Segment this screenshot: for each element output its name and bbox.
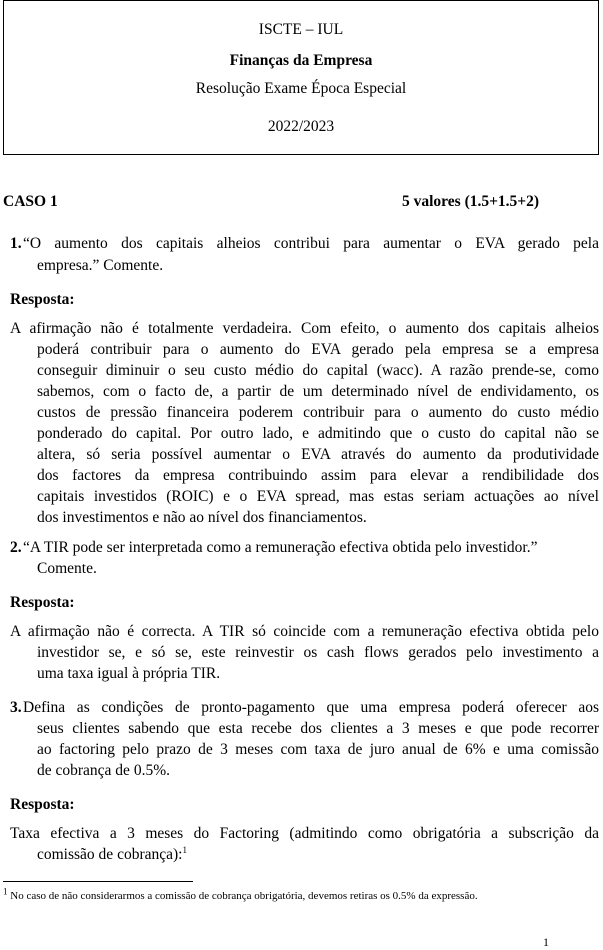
case-label: CASO 1 [3,193,58,210]
q3-line-3: ao factoring pelo prazo de 3 meses com taxa de juro anual de 6% e uma comissão [37,741,599,758]
q1-answer-line-8: dos factores da empresa contribuindo assim para elevar a rendibilidade dos [37,467,599,484]
q1-answer-label: Resposta: [10,291,75,308]
footnote-number: 1 [3,886,8,897]
q1-answer-line-4: sabemos, com o facto de, a partir de um determinado nível de endividamento, os [37,383,599,400]
institution-name: ISCTE – IUL [258,21,344,38]
q3-answer-line-2-text: comissão de cobrança): [37,846,183,863]
footnote-separator [3,881,193,882]
q2-number: 2. [10,539,22,556]
q2-answer-line-1: A afirmação não é correcta. A TIR só coincide com a remuneração efectiva obtida pelo [10,623,599,640]
q2-answer-line-2: investidor se, e só se, este reinvestir os cash flows gerados pelo investimento a [37,644,599,661]
q1-answer-line-9: capitais investidos (ROIC) e o EVA spread, mas estas seriam actuações ao nível [37,488,599,505]
q1-answer-line-10: dos investimentos e não ao nível dos financiamentos. [37,509,367,526]
q1-answer-line-2: poderá contribuir para o aumento do EVA gerado pela empresa se a empresa [37,341,599,358]
q3-number: 3. [10,699,22,716]
page-number: 1 [543,935,549,949]
footnote [3,886,478,902]
q3-answer-line-1: Taxa efectiva a 3 meses do Factoring (admitindo como obrigatória a subscrição da [10,825,599,842]
q3-line-1: Defina as condições de pronto-pagamento que uma empresa poderá oferecer aos [23,699,599,716]
q3-answer-line-2 [37,845,187,865]
q1-answer-line-7: altera, só seria possível aumentar o EVA através do aumento da produtividade [37,446,599,463]
q2-answer-line-3: uma taxa igual à própria TIR. [37,665,221,682]
q2-line-1: “A TIR pode ser interpretada como a remuneração efectiva obtida pelo investidor.” [23,539,538,556]
q1-answer-line-6: ponderado do capital. Por outro lado, e admitindo que o custo do capital não se [37,425,599,442]
q3-line-2: seus clientes sabendo que esta recebe dos clientes a 3 meses e que pode recorrer [37,720,599,737]
q1-answer-line-5: custos de pressão financeira poderem contribuir para o aumento do custo médio [37,404,599,421]
title-box [3,0,599,155]
footnote-text: No caso de não considerarmos a comissão de cobrança obrigatória, devemos retiras os 0.5% da expressão. [7,890,478,902]
q1-line-2: empresa.” Comente. [37,257,164,274]
q2-answer-label: Resposta: [10,594,75,611]
q3-answer-label: Resposta: [10,796,75,813]
academic-year: 2022/2023 [267,118,335,135]
case-points: 5 valores (1.5+1.5+2) [402,193,540,210]
q2-line-2: Comente. [37,560,97,577]
q1-number: 1. [10,235,22,252]
course-title: Finanças da Empresa [229,52,373,69]
q1-answer-line-3: conseguir diminuir o seu custo médio do capital (wacc). A razão prende-se, como [37,362,599,379]
q3-line-4: de cobrança de 0.5%. [37,762,170,779]
q1-answer-line-1: A afirmação não é totalmente verdadeira. Com efeito, o aumento dos capitais alheios [10,320,599,337]
document-subtitle: Resolução Exame Época Especial [195,80,407,97]
footnote-ref-marker: 1 [182,844,187,855]
q1-line-1: “O aumento dos capitais alheios contribui para aumentar o EVA gerado pela [23,235,599,252]
